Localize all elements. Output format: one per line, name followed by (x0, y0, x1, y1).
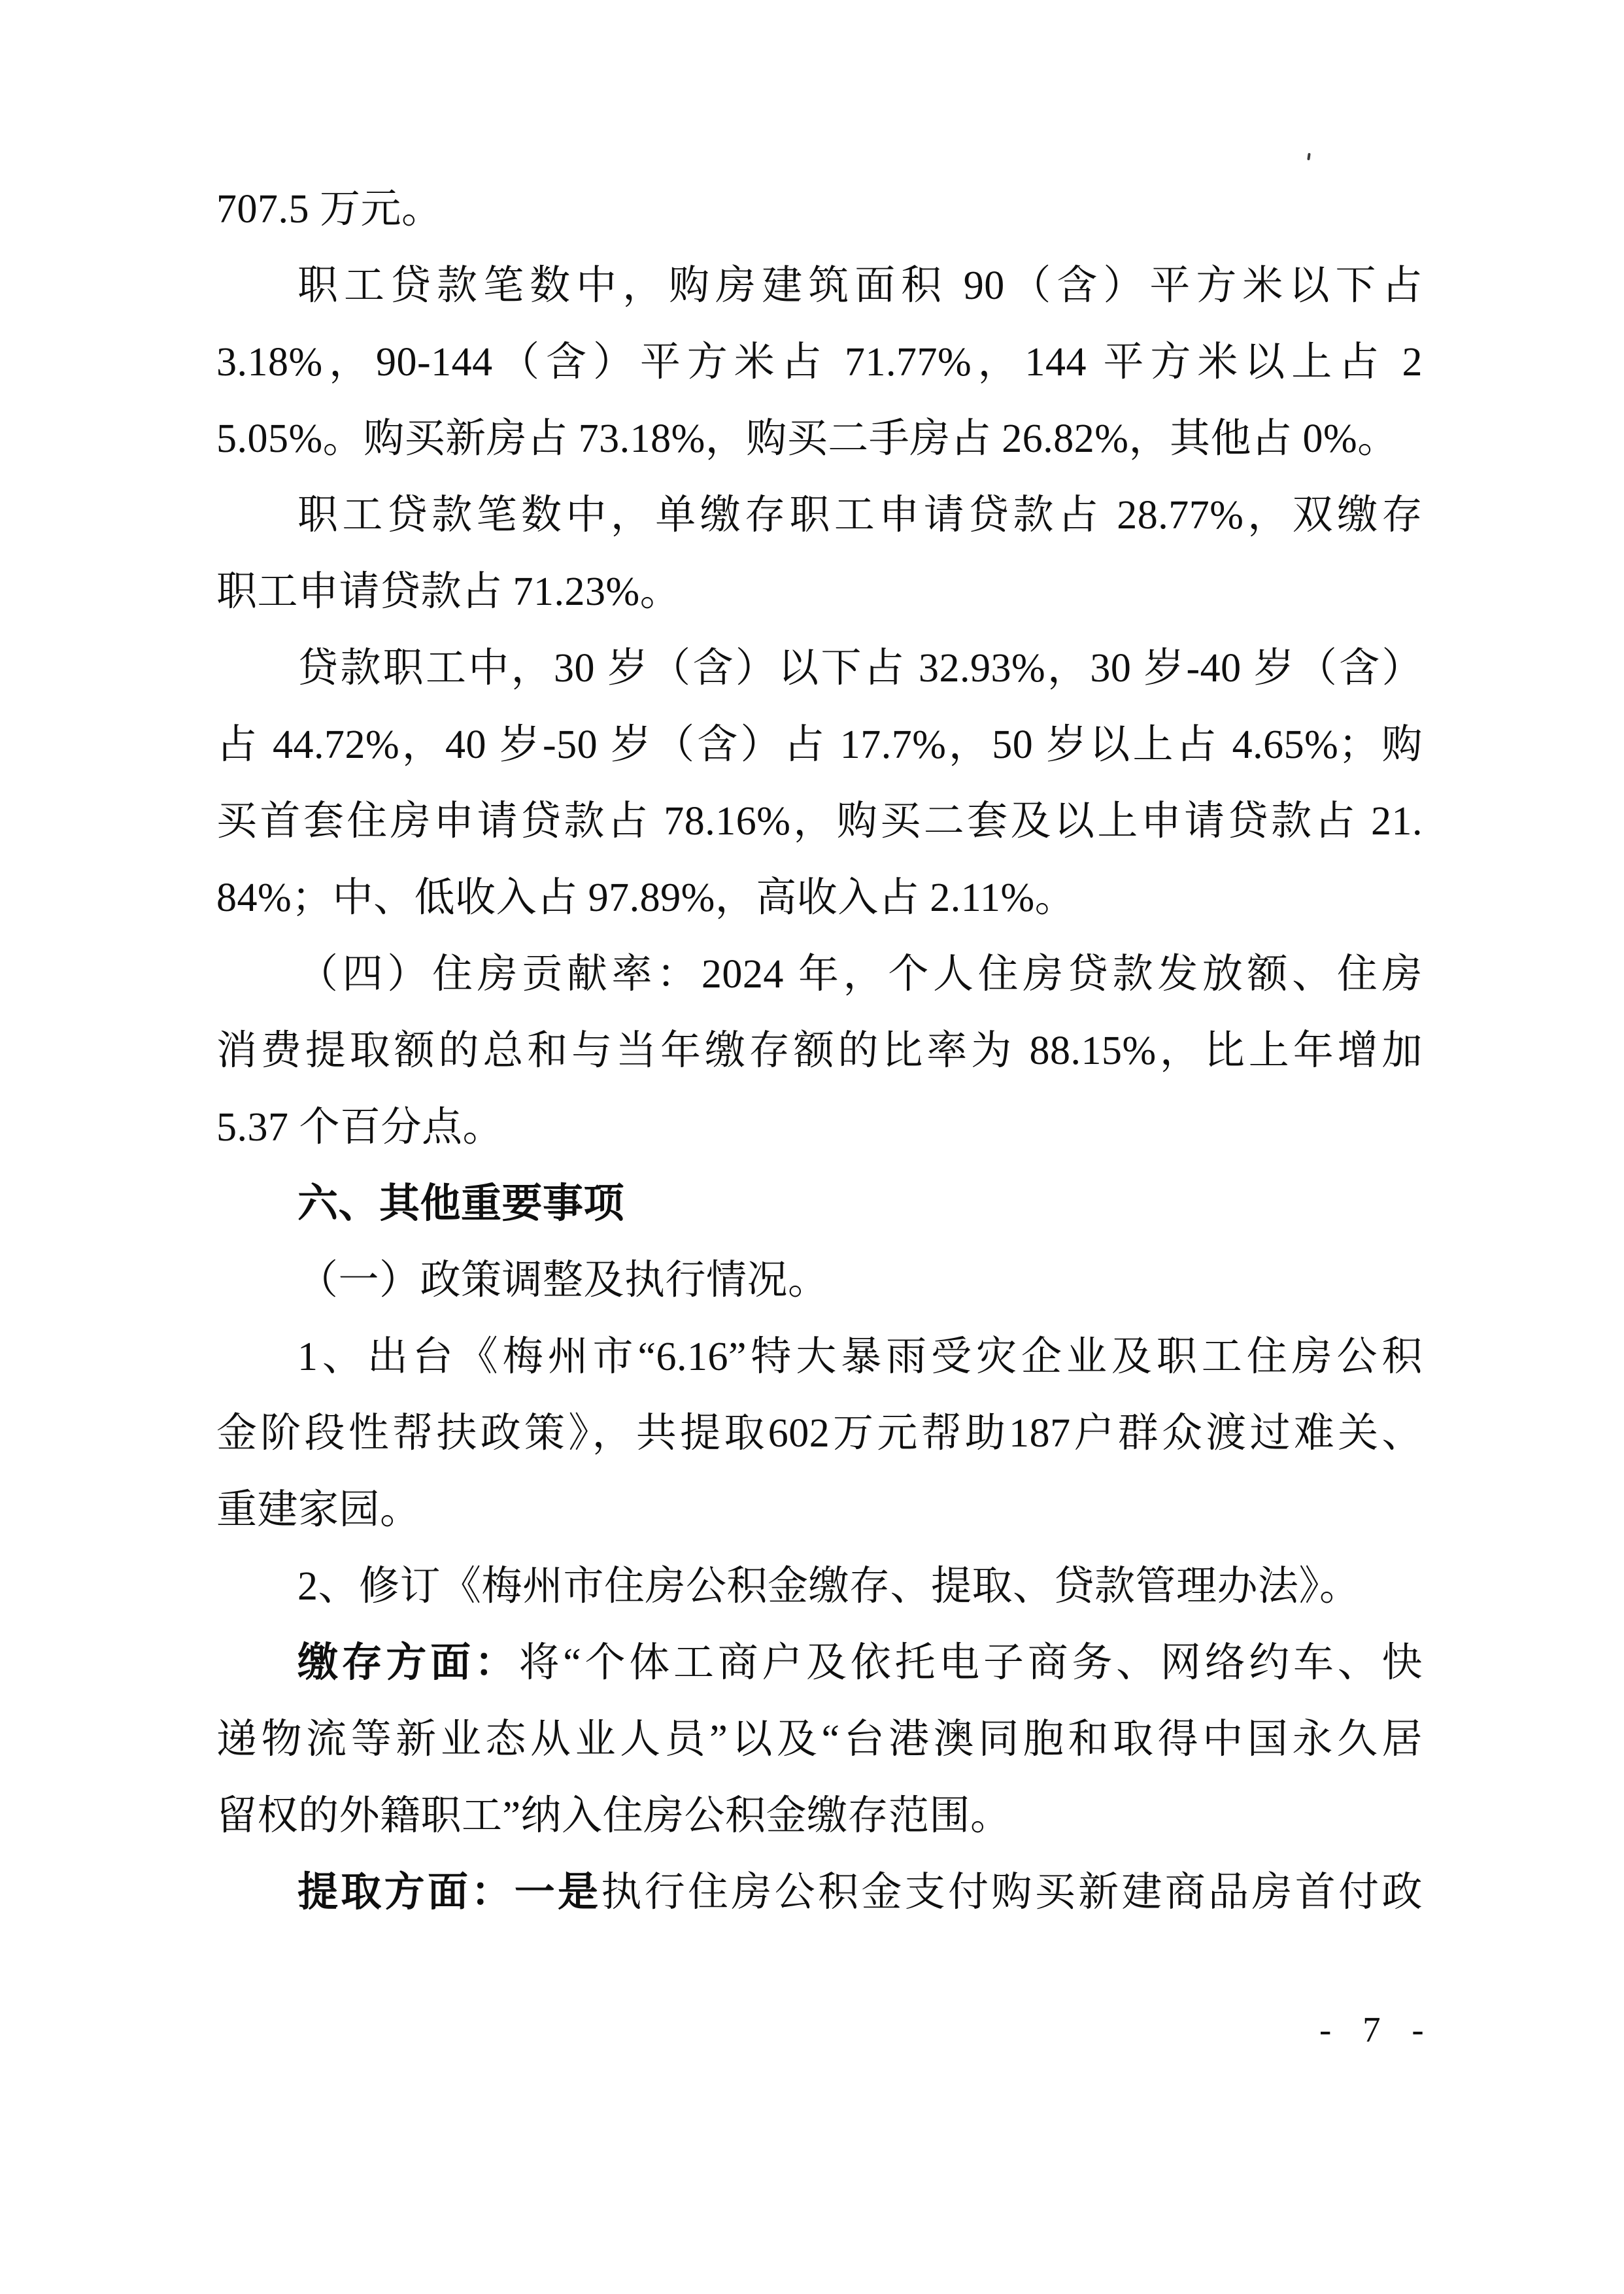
text-segment: 重建家园。 (216, 1488, 421, 1532)
text-line (216, 401, 1423, 477)
text-segment: 执行住房公积金支付购买新建商品房首付政 (601, 1870, 1423, 1915)
text-segment: 707.5 万元。 (216, 187, 443, 231)
text-line (216, 1625, 1423, 1702)
text-segment: 贷款职工中，30 岁（含）以下占 32.93%，30 岁-40 岁（含） (297, 646, 1423, 691)
text-line (216, 1472, 1423, 1549)
bold-lead-in: 缴存方面： (297, 1641, 519, 1685)
text-line (216, 936, 1423, 1013)
text-segment: 职工申请贷款占 71.23%。 (216, 570, 681, 614)
section-heading-line (216, 1166, 1423, 1242)
text-segment: 5.37 个百分点。 (216, 1105, 504, 1150)
text-segment: 1、出台《梅州市“6.16”特大暴雨受灾企业及职工住房公积 (297, 1335, 1423, 1379)
text-segment: 2、修订《梅州市住房公积金缴存、提取、贷款管理办法》。 (297, 1564, 1361, 1609)
text-line (216, 783, 1423, 860)
text-segment: 职工贷款笔数中，购房建筑面积 90（含）平方米以下占 (297, 264, 1423, 308)
section-heading-text: 六、其他重要事项 (297, 1182, 625, 1226)
text-segment: 留权的外籍职工”纳入住房公积金缴存范围。 (216, 1794, 1011, 1838)
text-line (216, 171, 1423, 248)
text-line (216, 554, 1423, 630)
text-segment: （四）住房贡献率：2024 年，个人住房贷款发放额、住房 (297, 952, 1423, 997)
text-segment: 将“个体工商户及依托电子商务、网络约车、快 (518, 1641, 1423, 1685)
text-segment: 5.05%。购买新房占 73.18%，购买二手房占 26.82%，其他占 0%。 (216, 417, 1398, 461)
text-line (216, 630, 1423, 707)
text-line (216, 324, 1423, 401)
text-line (216, 248, 1423, 324)
text-line (216, 860, 1423, 936)
text-segment: （一）政策调整及执行情况。 (297, 1258, 829, 1303)
scan-speck (1307, 153, 1310, 160)
text-line (216, 1855, 1423, 1931)
text-line (216, 1549, 1423, 1625)
text-segment: 递物流等新业态从业人员”以及“台港澳同胞和取得中国永久居 (216, 1717, 1423, 1762)
text-line (216, 477, 1423, 554)
text-segment: 买首套住房申请贷款占 78.16%，购买二套及以上申请贷款占 21. (216, 799, 1423, 844)
text-line (216, 1319, 1423, 1395)
text-segment: 占 44.72%，40 岁-50 岁（含）占 17.7%，50 岁以上占 4.65%；购 (216, 723, 1423, 767)
text-line (216, 1242, 1423, 1319)
page-number: - 7 - (1319, 2010, 1430, 2049)
text-segment: 职工贷款笔数中，单缴存职工申请贷款占 28.77%，双缴存 (297, 493, 1423, 538)
text-line (216, 1395, 1423, 1472)
text-line (216, 707, 1423, 783)
text-line (216, 1089, 1423, 1166)
text-segment: 3.18%，90-144（含）平方米占 71.77%，144 平方米以上占 2 (216, 340, 1423, 385)
text-line (216, 1013, 1423, 1089)
text-segment: 84%；中、低收入占 97.89%，高收入占 2.11%。 (216, 876, 1076, 920)
text-line (216, 1702, 1423, 1778)
text-segment: 消费提取额的总和与当年缴存额的比率为 88.15%，比上年增加 (216, 1029, 1423, 1073)
bold-lead-in: 提取方面：一是 (297, 1870, 601, 1915)
text-segment: 金阶段性帮扶政策》，共提取602万元帮助187户群众渡过难关、 (216, 1411, 1423, 1456)
text-line (216, 1778, 1423, 1855)
document-body (216, 171, 1423, 1931)
